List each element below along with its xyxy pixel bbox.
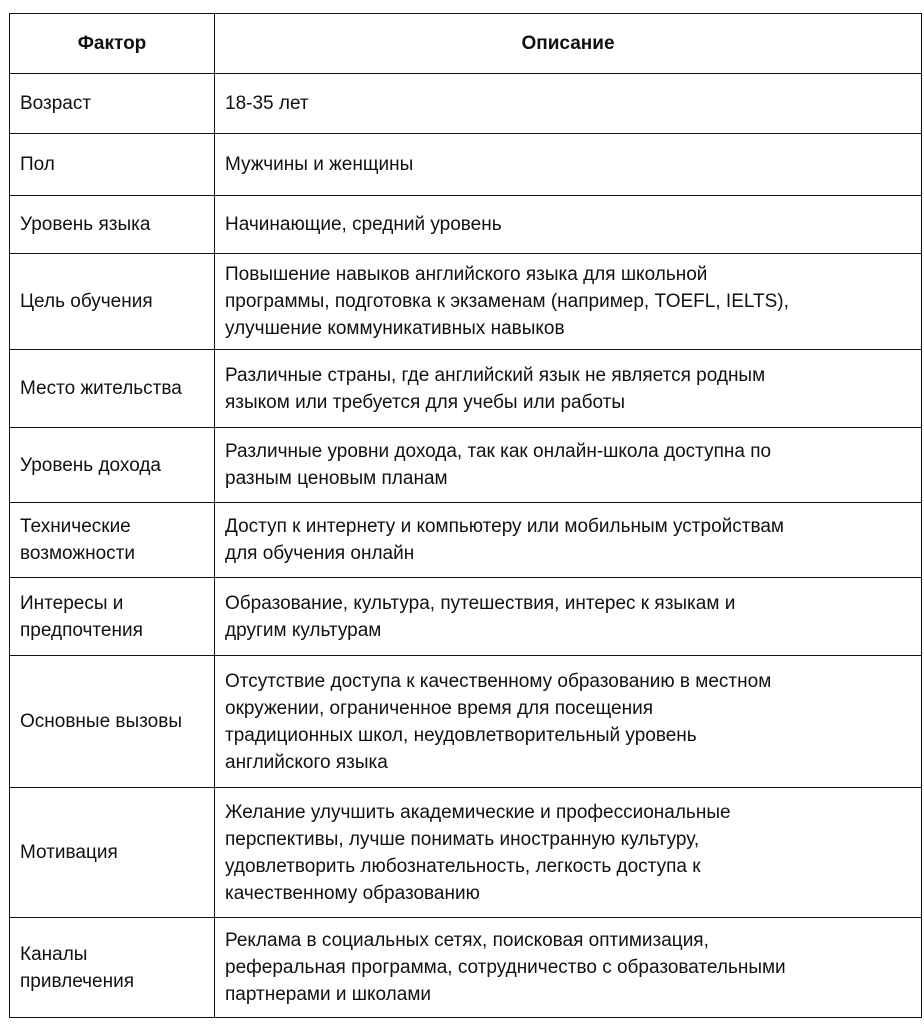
description-cell bbox=[215, 74, 922, 134]
document-page bbox=[9, 13, 922, 1018]
description-cell bbox=[215, 254, 922, 350]
table-row bbox=[10, 918, 922, 1018]
table-header-row bbox=[10, 14, 922, 74]
table-row bbox=[10, 578, 922, 656]
description-cell bbox=[215, 134, 922, 196]
description-text: программы, подготовка к экзаменам (например, TOEFL, IELTS), bbox=[225, 291, 789, 312]
table-row bbox=[10, 656, 922, 788]
factor-text: Возраст bbox=[20, 93, 92, 114]
description-text: Повышение навыков английского языка для школьной bbox=[225, 264, 708, 285]
table-row bbox=[10, 788, 922, 918]
description-text: Реклама в социальных сетях, поисковая оптимизация, bbox=[225, 930, 709, 951]
factor-text: Уровень дохода bbox=[20, 454, 161, 476]
description-text: другим культурам bbox=[225, 619, 382, 641]
description-text: Начинающие, средний уровень bbox=[225, 214, 502, 235]
description-text: Доступ к интернету и компьютеру или мобильным устройствам bbox=[225, 516, 784, 537]
factor-cell bbox=[10, 918, 215, 1018]
description-text: Различные страны, где английский язык не является родным bbox=[225, 364, 766, 386]
factor-text: Пол bbox=[20, 154, 55, 175]
header-factor: Фактор bbox=[10, 14, 215, 74]
description-text: удовлетворить любознательность, легкость доступа к bbox=[225, 855, 701, 877]
description-text: окружении, ограниченное время для посещения bbox=[225, 697, 654, 719]
table-row bbox=[10, 503, 922, 578]
factor-cell bbox=[10, 656, 215, 788]
description-text: Желание улучшить академические и профессиональные bbox=[225, 801, 731, 823]
factor-text: Технические bbox=[20, 516, 131, 537]
factor-text: Уровень языка bbox=[20, 214, 151, 235]
description-text: Мужчины и женщины bbox=[225, 154, 414, 175]
header-description: Описание bbox=[215, 14, 922, 74]
table-row bbox=[10, 350, 922, 428]
factor-text: предпочтения bbox=[20, 619, 143, 641]
table-body bbox=[10, 74, 922, 1018]
description-text: перспективы, лучше понимать иностранную культуру, bbox=[225, 828, 700, 850]
description-text: языком или требуется для учебы или работы bbox=[225, 391, 625, 413]
factor-text: привлечения bbox=[20, 970, 135, 992]
description-text: для обучения онлайн bbox=[225, 543, 415, 564]
description-cell bbox=[215, 656, 922, 788]
factor-text: Место жительства bbox=[20, 378, 182, 399]
table-row bbox=[10, 428, 922, 503]
description-text: Образование, культура, путешествия, интерес к языкам и bbox=[225, 592, 736, 614]
factor-cell bbox=[10, 196, 215, 254]
description-text: Различные уровни дохода, так как онлайн-школа доступна по bbox=[225, 441, 772, 462]
factor-cell bbox=[10, 503, 215, 578]
factor-text: Интересы и bbox=[20, 592, 124, 614]
description-text: Отсутствие доступа к качественному образованию в местном bbox=[225, 670, 772, 692]
description-cell bbox=[215, 578, 922, 656]
description-text: качественному образованию bbox=[225, 882, 480, 904]
factor-text: Основные вызовы bbox=[20, 711, 182, 732]
factor-text: Мотивация bbox=[20, 842, 118, 863]
table-row bbox=[10, 134, 922, 196]
factor-cell bbox=[10, 134, 215, 196]
description-text: традиционных школ, неудовлетворительный уровень bbox=[225, 724, 697, 746]
factor-cell bbox=[10, 788, 215, 918]
description-text: английского языка bbox=[225, 751, 388, 773]
factor-text: Цель обучения bbox=[20, 291, 153, 312]
table-row bbox=[10, 74, 922, 134]
description-cell bbox=[215, 428, 922, 503]
table-row bbox=[10, 254, 922, 350]
description-cell bbox=[215, 503, 922, 578]
factor-text: возможности bbox=[20, 543, 135, 564]
description-text: партнерами и школами bbox=[225, 984, 431, 1005]
description-text: реферальная программа, сотрудничество с образовательными bbox=[225, 957, 786, 978]
target-audience-table bbox=[9, 13, 922, 1018]
factor-cell bbox=[10, 428, 215, 503]
description-cell bbox=[215, 350, 922, 428]
description-text: 18-35 лет bbox=[225, 93, 309, 114]
description-text: улучшение коммуникативных навыков bbox=[225, 318, 565, 339]
description-cell bbox=[215, 196, 922, 254]
factor-cell bbox=[10, 254, 215, 350]
table-row bbox=[10, 196, 922, 254]
factor-cell bbox=[10, 74, 215, 134]
factor-cell bbox=[10, 578, 215, 656]
factor-cell bbox=[10, 350, 215, 428]
description-cell bbox=[215, 918, 922, 1018]
description-cell bbox=[215, 788, 922, 918]
factor-text: Каналы bbox=[20, 943, 88, 965]
description-text: разным ценовым планам bbox=[225, 468, 448, 489]
